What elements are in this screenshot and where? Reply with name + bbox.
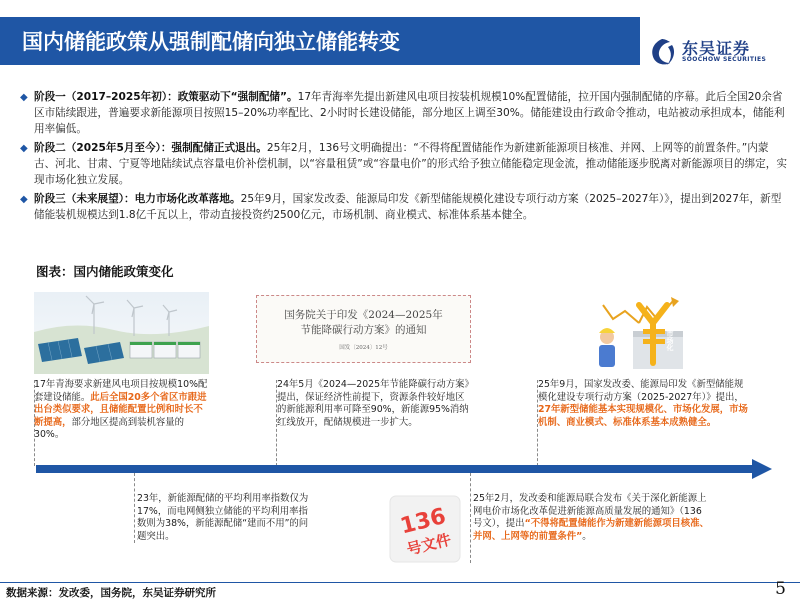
page-title: 国内储能政策从强制配储向独立储能转变	[22, 30, 400, 54]
timeline-tick	[134, 473, 135, 543]
stage-heading: 阶段二（2025年5月至今）：强制配储正式退出。	[34, 142, 267, 154]
brand-logo	[646, 37, 796, 69]
policy-document-image	[256, 295, 471, 363]
stage-item-1	[20, 89, 788, 137]
timeline-tick	[470, 473, 471, 563]
caption-highlight: “不得将配置储能作为新建新能源项目核准、并网、上网等的前置条件”	[473, 518, 709, 542]
timeline-arrow-icon	[752, 459, 772, 479]
figure-title: 图表：国内储能政策变化	[36, 264, 174, 279]
diamond-bullet-icon: ◆	[20, 143, 28, 154]
data-source: 数据来源：发改委，国务院，东吴证券研究所	[6, 587, 216, 599]
caption-2024-plan	[277, 379, 473, 429]
doc-number: 国发〔2024〕12号	[339, 345, 388, 351]
stage-list	[20, 89, 788, 226]
stage-item-2	[20, 140, 788, 188]
stage-body: 25年2月，136号文明确提出：“不得将配置储能作为新建新能源项目核准、并网、上网等的前置条件。”内蒙古、河北、甘肃、宁夏等地陆续试点容量电价补偿机制，以“容量租赁”或“容量电价”的形式给予独立储能稳定现金流，推动储能逐步脱离对新能源项目的绑定，实现市场化独立发展。	[34, 142, 787, 186]
stage-body: 25年9月，国家发改委、能源局印发《新型储能规模化建设专项行动方案（2025–2027年）》，提出到2027年，新型储能装机规模达到1.8亿千瓦以上，带动直接投资约2500亿元，市场机制、商业模式、标准体系基本健全。	[34, 193, 782, 221]
logo-text-en: SOOCHOW SECURITIES	[682, 56, 767, 63]
caption-2025-sept	[538, 379, 750, 429]
caption-text: 25年9月，国家发改委、能源局印发《新型储能规模化建设专项行动方案（2025-2027年）》提出，	[538, 379, 744, 403]
timeline-tick	[276, 380, 277, 466]
stage-item-3	[20, 191, 788, 223]
logo-text-cn: 东吴证券	[682, 39, 751, 58]
market-reform-sign-text: 电力市场化	[666, 316, 674, 351]
doc-title-line-1: 国务院关于印发《2024—2025年	[284, 309, 443, 321]
doc-136-stamp-image	[386, 490, 464, 568]
timeline-tick	[537, 380, 538, 466]
caption-136-doc	[473, 493, 709, 543]
stage-heading: 阶段三（未来展望）：电力市场化改革落地。	[34, 193, 241, 205]
caption-2023-utilization	[137, 493, 317, 543]
timeline-tick	[34, 380, 35, 466]
page-number: 5	[775, 579, 786, 599]
stage-heading: 阶段一（2017–2025年初）：政策驱动下“强制配储”。	[34, 91, 298, 103]
caption-text: 23年，新能源配储的平均利用率指数仅为17%，而电网侧独立储能的平均利用率指数则为38%，新能源配储“建而不用”的问题突出。	[137, 493, 309, 542]
footer-divider	[0, 582, 800, 583]
caption-qinghai-2017	[34, 379, 212, 442]
stage-body: 17年青海率先提出新建风电项目按装机规模10%配置储能，拉开国内强制配储的序幕。此后全国20余省区市陆续跟进，普遍要求新能源项目按照15–20%功率配比、2小时时长建设储能，部分地区上调至30%。储能建设由行政命令推动，电站被动承担成本，储能利用率偏低。	[34, 91, 785, 135]
market-reform-image	[583, 293, 698, 373]
logo-icon	[646, 37, 678, 69]
stamp-number: 136	[397, 504, 449, 540]
title-bar	[0, 17, 640, 65]
timeline-bar	[36, 465, 754, 473]
doc-title-line-2: 节能降碳行动方案》的通知	[300, 324, 427, 336]
caption-text: 24年5月《2024—2025年节能降碳行动方案》提出，保证经济性前提下，资源条件较好地区的新能源利用率可降至90%，新能源95%消纳红线放开，配储规模进一步扩大。	[277, 379, 470, 428]
caption-text: 部分地区提高到装机容量的30%。	[34, 416, 185, 441]
caption-highlight: 此后全国20多个省区市跟进出台类似要求，且储能配置比例和时长不断提高，	[34, 391, 207, 428]
caption-highlight: 27年新型储能基本实现规模化、市场化发展，市场机制、商业模式、标准体系基本成熟健全。	[538, 404, 748, 428]
caption-text: 17年青海要求新建风电项目按规模10%配套建设储能。	[34, 379, 208, 403]
caption-text: 25年2月，发改委和能源局联合发布《关于深化新能源上网电价市场化改革促进新能源高质量发展的通知》（136号文），提出	[473, 493, 707, 530]
caption-text: 。	[582, 530, 592, 542]
wind-solar-storage-image	[34, 292, 209, 374]
stamp-label: 号文件	[404, 530, 453, 559]
diamond-bullet-icon: ◆	[20, 92, 28, 103]
diamond-bullet-icon: ◆	[20, 194, 28, 205]
